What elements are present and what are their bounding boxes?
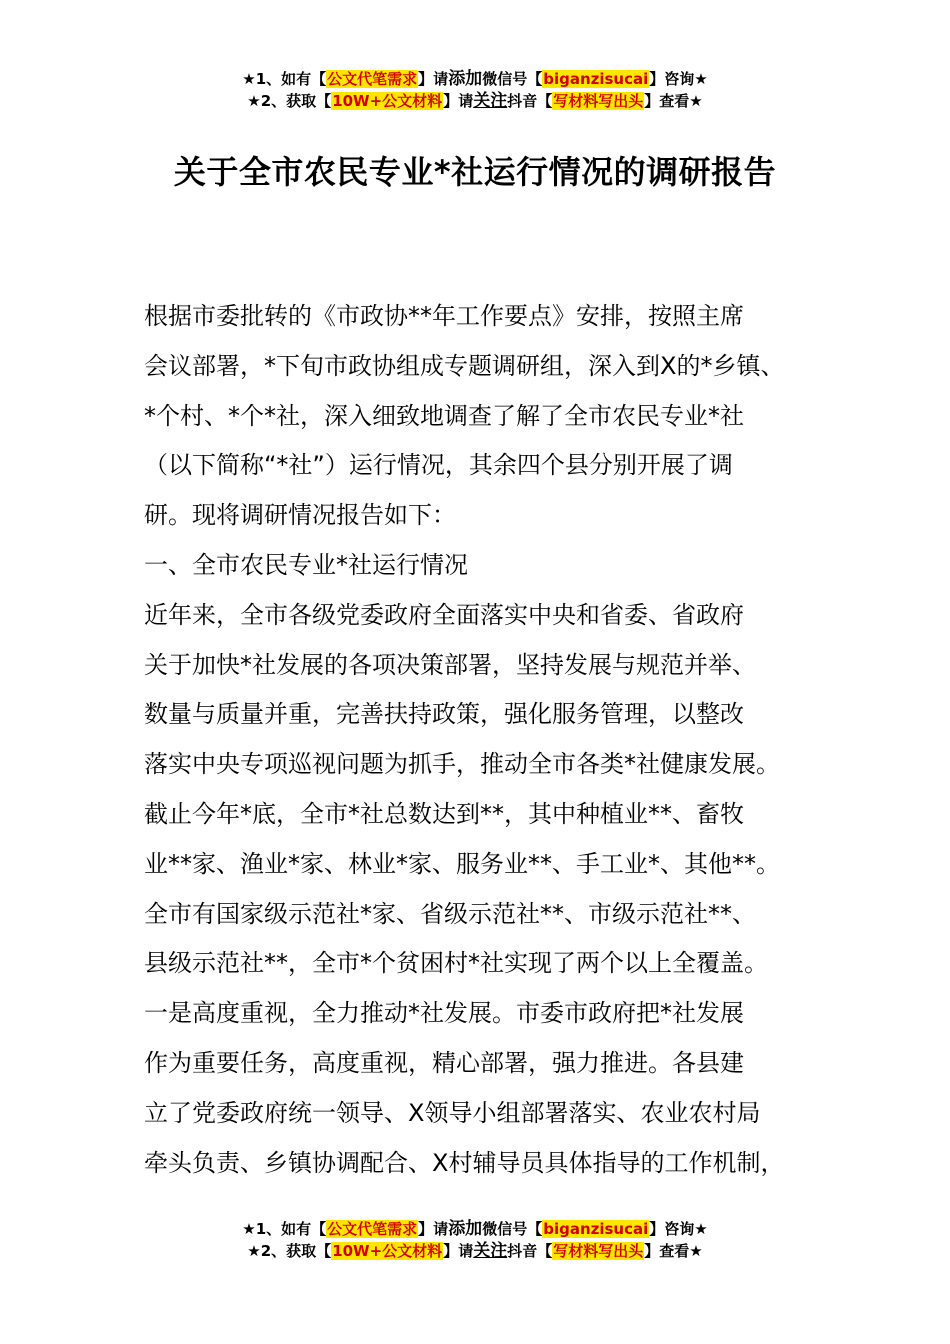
body-line: 数量与质量并重，完善扶持政策，强化服务管理，以整改 <box>144 700 744 729</box>
document-title: 关于全市农民专业*社运行情况的调研报告 <box>173 153 777 191</box>
body-line: 落实中央专项巡视问题为抓手，推动全市各类*社健康发展。 <box>144 750 780 779</box>
body-line: *个村、*个*社，深入细致地调查了解了全市农民专业*社 <box>144 401 744 430</box>
body-line: 一是高度重视，全力推动*社发展。市委市政府把*社发展 <box>144 999 744 1028</box>
body-line: 全市有国家级示范社*家、省级示范社**、市级示范社**、 <box>144 899 756 928</box>
wechat-id-highlight: biganzisucai <box>543 1220 649 1238</box>
banner-text: 】咨询★ <box>649 1220 708 1238</box>
douyin-id-highlight: 写材料写出头 <box>553 92 644 110</box>
body-line: 业**家、渔业*家、林业*家、服务业**、手工业*、其他**。 <box>144 849 780 878</box>
body-line: 牵头负责、乡镇协调配合、X村辅导员具体指导的工作机制， <box>144 1148 785 1177</box>
emphasis-text: 添加 <box>448 1219 483 1239</box>
document-body <box>144 292 816 1188</box>
wechat-id-highlight: biganzisucai <box>543 70 649 88</box>
banner-text: 抖音【 <box>507 92 553 110</box>
banner-line-2 <box>0 90 950 112</box>
emphasis-text: 关注 <box>473 1241 508 1261</box>
banner-text: 】请 <box>418 1220 449 1238</box>
highlight-label: 公文代笔需求 <box>327 70 418 88</box>
banner-text: ★1、如有【 <box>242 70 327 88</box>
banner-text: 】请 <box>418 70 449 88</box>
banner-text: 】请 <box>443 1242 474 1260</box>
body-line: 作为重要任务，高度重视，精心部署，强力推进。各县建 <box>144 1048 744 1077</box>
header-banner <box>0 68 950 112</box>
banner-line-2 <box>0 1240 950 1262</box>
body-line: 根据市委批转的《市政协**年工作要点》安排，按照主席 <box>144 302 744 330</box>
banner-text: ★2、获取【 <box>247 1242 332 1260</box>
body-line: （以下简称“*社”）运行情况，其余四个县分别开展了调 <box>144 451 733 480</box>
banner-text: 抖音【 <box>507 1242 553 1260</box>
body-line: 近年来，全市各级党委政府全面落实中央和省委、省政府 <box>144 600 744 629</box>
banner-text: 】查看★ <box>644 92 703 110</box>
body-line: 关于加快*社发展的各项决策部署，坚持发展与规范并举、 <box>144 650 756 679</box>
body-line: 研。现将调研情况报告如下： <box>144 501 456 530</box>
highlight-label: 10W+公文材料 <box>332 92 443 110</box>
highlight-label: 公文代笔需求 <box>327 1220 418 1238</box>
body-line: 截止今年*底，全市*社总数达到**，其中种植业**、畜牧 <box>144 799 744 828</box>
highlight-label: 10W+公文材料 <box>332 1242 443 1260</box>
banner-text: ★1、如有【 <box>242 1220 327 1238</box>
banner-text: 微信号【 <box>482 70 543 88</box>
banner-text: 】请 <box>443 92 474 110</box>
banner-text: 】咨询★ <box>649 70 708 88</box>
banner-text: 微信号【 <box>482 1220 543 1238</box>
banner-text: ★2、获取【 <box>247 92 332 110</box>
footer-banner <box>0 1218 950 1262</box>
emphasis-text: 关注 <box>473 91 508 111</box>
banner-line-1 <box>0 68 950 90</box>
body-line: 县级示范社**，全市*个贫困村*社实现了两个以上全覆盖。 <box>144 949 768 978</box>
body-line: 会议部署，*下旬市政协组成专题调研组，深入到X的*乡镇、 <box>144 351 785 380</box>
banner-line-1 <box>0 1218 950 1240</box>
emphasis-text: 添加 <box>448 69 483 89</box>
body-line: 立了党委政府统一领导、X领导小组部署落实、农业农村局 <box>144 1098 761 1127</box>
banner-text: 】查看★ <box>644 1242 703 1260</box>
section-heading: 一、全市农民专业*社运行情况 <box>144 550 468 579</box>
douyin-id-highlight: 写材料写出头 <box>553 1242 644 1260</box>
